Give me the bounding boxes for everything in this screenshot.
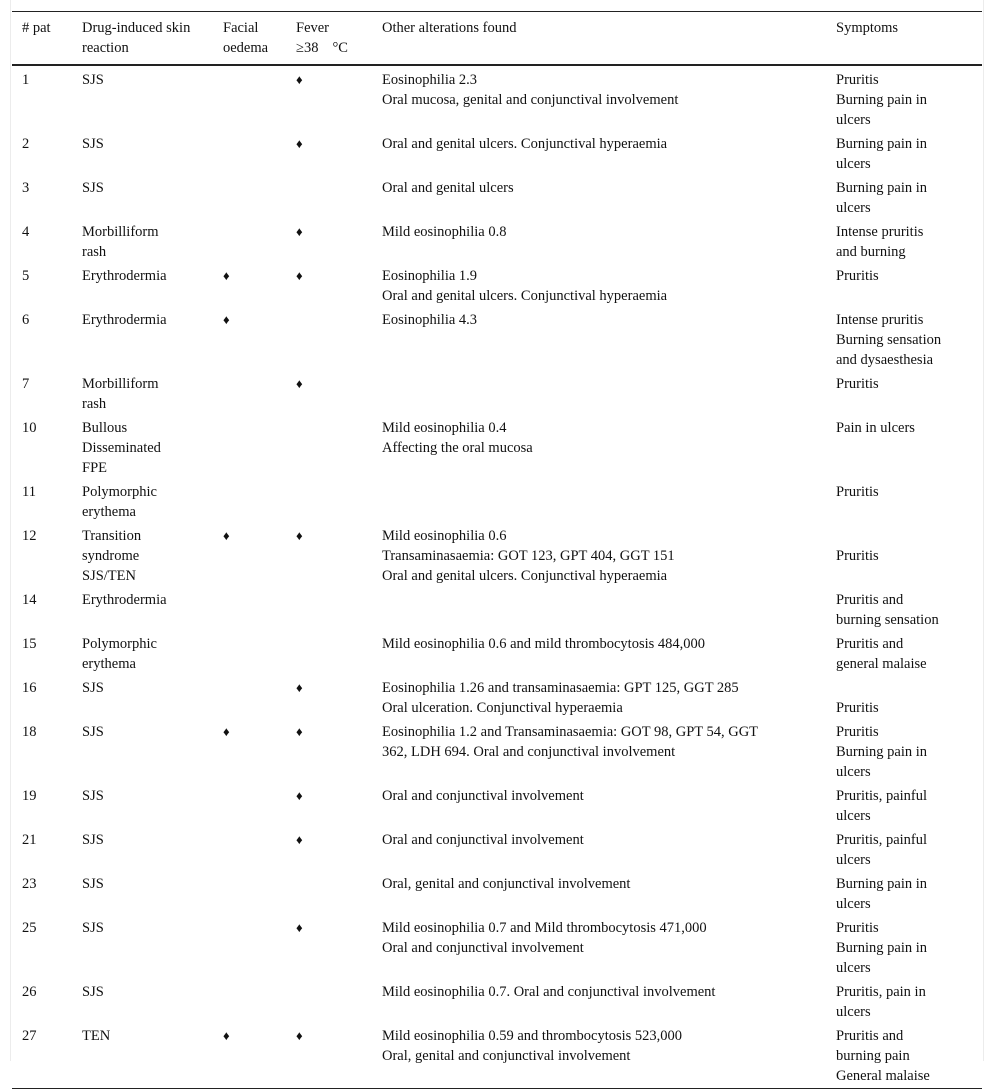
cell-patient-id [12,980,72,1024]
cell-fever [286,372,372,416]
symptom-text: Pruritis [836,484,879,500]
cell-other-alterations [372,828,826,872]
symptom-text: Burning pain in [836,940,928,956]
cell-facial-oedema [213,632,286,676]
cell-facial-oedema [213,784,286,828]
symptom-text: Burning pain in [836,180,928,196]
cell-patient-id [12,524,72,588]
cell-symptoms [826,1024,982,1089]
alteration-text: Oral, genital and conjunctival involvement [382,1048,631,1064]
patient-id: 2 [22,136,30,152]
symptom-text: Pain in ulcers [836,420,915,436]
symptom-text: burning pain [836,1048,910,1064]
symptom-text: Burning pain in [836,744,928,760]
cell-reaction [72,632,213,676]
cell-facial-oedema [213,372,286,416]
cell-patient-id [12,676,72,720]
cell-patient-id [12,372,72,416]
symptom-text: Burning pain in [836,92,928,108]
reaction-text: SJS [82,724,104,740]
cell-reaction [72,872,213,916]
cell-fever [286,872,372,916]
table-row [12,588,982,632]
symptom-text: Pruritis [836,72,879,88]
cell-facial-oedema [213,676,286,720]
cell-patient-id [12,308,72,372]
facial-oedema-marker-icon: ♦ [223,528,230,543]
facial-oedema-marker-icon: ♦ [223,724,230,739]
cell-other-alterations [372,480,826,524]
patient-id: 7 [22,376,30,392]
cell-patient-id [12,416,72,480]
cell-symptoms [826,308,982,372]
cell-facial-oedema [213,264,286,308]
cell-patient-id [12,264,72,308]
alteration-text: Mild eosinophilia 0.59 and thrombocytosis 523,000 [382,1028,683,1044]
alteration-text: Affecting the oral mucosa [382,440,533,456]
cell-facial-oedema [213,132,286,176]
symptom-text: Pruritis [836,920,879,936]
cell-other-alterations [372,220,826,264]
symptom-text: Burning pain in [836,136,928,152]
cell-patient-id [12,220,72,264]
cell-facial-oedema [213,828,286,872]
alteration-text: Oral and conjunctival involvement [382,940,584,956]
reaction-text: Erythrodermia [82,592,167,608]
reaction-text: SJS [82,680,104,696]
cell-patient-id [12,784,72,828]
header-pat: # pat [22,20,51,36]
header-facial-oedema: Facial oedema [223,20,269,56]
cell-other-alterations [372,980,826,1024]
table-row [12,720,982,784]
header-reaction: Drug-induced skin reaction [82,20,191,56]
patient-id: 15 [22,636,37,652]
reaction-text: Transition [82,528,142,544]
cell-symptoms [826,524,982,588]
cell-symptoms [826,828,982,872]
symptom-text: ulcers [836,808,871,824]
cell-facial-oedema [213,916,286,980]
cell-symptoms [826,632,982,676]
patient-id: 18 [22,724,37,740]
symptom-text: ulcers [836,200,871,216]
table-row [12,980,982,1024]
cell-other-alterations [372,264,826,308]
patient-id: 11 [22,484,36,500]
cell-patient-id [12,872,72,916]
cell-fever [286,828,372,872]
symptom-text [836,526,982,546]
symptom-text: ulcers [836,764,871,780]
cell-fever [286,416,372,480]
cell-fever [286,524,372,588]
patient-id: 4 [22,224,30,240]
symptom-text [836,678,982,698]
cell-reaction [72,308,213,372]
cell-facial-oedema [213,65,286,132]
symptom-text: general malaise [836,656,927,672]
table-row [12,872,982,916]
reaction-text: Disseminated [82,440,161,456]
alteration-text: Oral and genital ulcers. Conjunctival hyperaemia [382,288,668,304]
cell-fever [286,132,372,176]
patient-id: 1 [22,72,30,88]
cell-facial-oedema [213,416,286,480]
reaction-text: SJS [82,876,104,892]
alteration-text: Eosinophilia 4.3 [382,312,478,328]
reaction-text: erythema [82,504,136,520]
cell-reaction [72,524,213,588]
table-row [12,480,982,524]
alteration-text: Mild eosinophilia 0.6 [382,528,507,544]
cell-fever [286,632,372,676]
fever-marker-icon: ♦ [296,528,303,543]
cell-other-alterations [372,65,826,132]
patient-id: 16 [22,680,37,696]
fever-marker-icon: ♦ [296,724,303,739]
patient-id: 3 [22,180,30,196]
table-row [12,1024,982,1089]
symptom-text: burning sensation [836,612,939,628]
cell-fever [286,784,372,828]
alteration-text: Mild eosinophilia 0.4 [382,420,507,436]
patient-id: 26 [22,984,37,1000]
cell-reaction [72,372,213,416]
symptom-text: Pruritis, painful [836,832,928,848]
cell-reaction [72,676,213,720]
fever-marker-icon: ♦ [296,376,303,391]
cell-fever [286,264,372,308]
cell-patient-id [12,480,72,524]
alteration-text: Eosinophilia 1.26 and transaminasaemia: GPT 125, GGT 285 [382,680,739,696]
patient-id: 12 [22,528,37,544]
cell-reaction [72,720,213,784]
reaction-text: rash [82,244,107,260]
table-row [12,372,982,416]
cell-symptoms [826,416,982,480]
cell-fever [286,65,372,132]
cell-reaction [72,588,213,632]
cell-fever [286,980,372,1024]
symptom-text: Pruritis [836,376,879,392]
cell-symptoms [826,916,982,980]
patient-id: 10 [22,420,37,436]
cell-other-alterations [372,784,826,828]
facial-oedema-marker-icon: ♦ [223,1028,230,1043]
header-symptoms: Symptoms [836,20,899,36]
reaction-text: SJS [82,72,104,88]
cell-reaction [72,264,213,308]
table-row [12,828,982,872]
reaction-text: syndrome [82,548,140,564]
symptom-text: Pruritis [836,268,879,284]
table-row [12,632,982,676]
cell-fever [286,588,372,632]
patient-id: 25 [22,920,37,936]
fever-marker-icon: ♦ [296,224,303,239]
fever-marker-icon: ♦ [296,920,303,935]
cell-patient-id [12,720,72,784]
reaction-text: SJS [82,136,104,152]
patient-id: 5 [22,268,30,284]
symptom-text: Pruritis and [836,592,904,608]
cell-symptoms [826,980,982,1024]
cell-reaction [72,828,213,872]
table-row [12,784,982,828]
alteration-text: Oral, genital and conjunctival involvement [382,876,631,892]
header-other-alterations: Other alterations found [382,20,517,36]
patient-id: 27 [22,1028,37,1044]
table-row [12,524,982,588]
cell-fever [286,176,372,220]
symptom-text: Pruritis and [836,1028,904,1044]
cell-patient-id [12,916,72,980]
alteration-text: Mild eosinophilia 0.8 [382,224,507,240]
alteration-text: Mild eosinophilia 0.6 and mild thrombocytosis 484,000 [382,636,706,652]
reaction-text: Erythrodermia [82,312,167,328]
cell-other-alterations [372,308,826,372]
fever-marker-icon: ♦ [296,136,303,151]
cell-reaction [72,480,213,524]
reaction-text: FPE [82,460,107,476]
alteration-text: Oral and genital ulcers [382,180,514,196]
reaction-text: Polymorphic [82,636,157,652]
table-row [12,65,982,132]
reaction-text: SJS [82,788,104,804]
cell-other-alterations [372,132,826,176]
fever-marker-icon: ♦ [296,680,303,695]
symptom-text: ulcers [836,112,871,128]
alteration-text: Oral mucosa, genital and conjunctival involvement [382,92,679,108]
cell-reaction [72,784,213,828]
fever-marker-icon: ♦ [296,788,303,803]
symptom-text: Burning pain in [836,876,928,892]
cell-facial-oedema [213,980,286,1024]
cell-fever [286,720,372,784]
reaction-text: SJS [82,180,104,196]
symptom-text: ulcers [836,960,871,976]
alteration-text: Eosinophilia 1.9 [382,268,478,284]
cell-facial-oedema [213,220,286,264]
cell-symptoms [826,372,982,416]
cell-fever [286,480,372,524]
fever-marker-icon: ♦ [296,268,303,283]
cell-symptoms [826,220,982,264]
reaction-text: Erythrodermia [82,268,167,284]
cell-symptoms [826,132,982,176]
cell-patient-id [12,828,72,872]
reaction-text: Morbilliform [82,376,159,392]
symptom-text: Intense pruritis [836,224,924,240]
symptom-text: Pruritis [836,724,879,740]
cell-other-alterations [372,372,826,416]
alteration-text: Transaminasaemia: GOT 123, GPT 404, GGT 151 [382,548,675,564]
symptom-text: Pruritis [836,548,879,564]
facial-oedema-marker-icon: ♦ [223,268,230,283]
cell-other-alterations [372,916,826,980]
reaction-text: SJS [82,920,104,936]
cell-fever [286,676,372,720]
cell-symptoms [826,676,982,720]
reaction-text: erythema [82,656,136,672]
cell-fever [286,916,372,980]
cell-facial-oedema [213,308,286,372]
cell-symptoms [826,720,982,784]
cell-facial-oedema [213,524,286,588]
cell-patient-id [12,588,72,632]
patient-id: 23 [22,876,37,892]
cell-symptoms [826,480,982,524]
alteration-text: Oral ulceration. Conjunctival hyperaemia [382,700,623,716]
cell-patient-id [12,1024,72,1089]
alteration-text: Oral and genital ulcers. Conjunctival hyperaemia [382,568,668,584]
symptom-text: Pruritis, pain in [836,984,926,1000]
cell-other-alterations [372,720,826,784]
cell-other-alterations [372,176,826,220]
cell-other-alterations [372,676,826,720]
symptom-text: ulcers [836,1004,871,1020]
alteration-text: Eosinophilia 2.3 [382,72,478,88]
fever-marker-icon: ♦ [296,1028,303,1043]
cell-fever [286,220,372,264]
fever-marker-icon: ♦ [296,832,303,847]
table-row [12,176,982,220]
cell-reaction [72,916,213,980]
symptom-text: and burning [836,244,906,260]
cell-facial-oedema [213,720,286,784]
table-header-row [12,12,982,66]
alteration-text: Mild eosinophilia 0.7 and Mild thrombocytosis 471,000 [382,920,707,936]
cell-reaction [72,220,213,264]
cell-symptoms [826,588,982,632]
patient-id: 19 [22,788,37,804]
cell-other-alterations [372,416,826,480]
alteration-text: 362, LDH 694. Oral and conjunctival involvement [382,744,676,760]
reaction-text: SJS/TEN [82,568,136,584]
patient-id: 14 [22,592,37,608]
cell-other-alterations [372,588,826,632]
table-row [12,264,982,308]
cell-other-alterations [372,524,826,588]
symptom-text: General malaise [836,1068,930,1084]
cell-reaction [72,65,213,132]
reaction-text: Morbilliform [82,224,159,240]
reaction-text: rash [82,396,107,412]
cell-patient-id [12,65,72,132]
symptom-text: and dysaesthesia [836,352,934,368]
patient-id: 6 [22,312,30,328]
cell-patient-id [12,176,72,220]
table-row [12,676,982,720]
cell-symptoms [826,176,982,220]
cell-reaction [72,132,213,176]
cell-other-alterations [372,632,826,676]
alteration-text: Oral and genital ulcers. Conjunctival hyperaemia [382,136,668,152]
reaction-text: TEN [82,1028,111,1044]
cell-symptoms [826,872,982,916]
cell-facial-oedema [213,588,286,632]
symptom-text: ulcers [836,156,871,172]
reaction-text: SJS [82,984,104,1000]
cell-reaction [72,416,213,480]
cell-fever [286,308,372,372]
symptom-text: ulcers [836,852,871,868]
cell-symptoms [826,784,982,828]
drug-reaction-table [12,11,982,1089]
alteration-text: Eosinophilia 1.2 and Transaminasaemia: GOT 98, GPT 54, GGT [382,724,759,740]
cell-facial-oedema [213,872,286,916]
reaction-text: SJS [82,832,104,848]
symptom-text: Pruritis and [836,636,904,652]
cell-other-alterations [372,872,826,916]
table-row [12,308,982,372]
cell-reaction [72,176,213,220]
fever-marker-icon: ♦ [296,72,303,87]
patient-id: 21 [22,832,37,848]
symptom-text: ulcers [836,896,871,912]
cell-facial-oedema [213,176,286,220]
cell-symptoms [826,264,982,308]
symptom-text: Intense pruritis [836,312,924,328]
cell-fever [286,1024,372,1089]
reaction-text: Bullous [82,420,128,436]
alteration-text: Mild eosinophilia 0.7. Oral and conjunctival involvement [382,984,716,1000]
cell-symptoms [826,65,982,132]
cell-patient-id [12,132,72,176]
cell-other-alterations [372,1024,826,1089]
symptom-text: Pruritis [836,700,879,716]
reaction-text: Polymorphic [82,484,157,500]
alteration-text: Oral and conjunctival involvement [382,788,584,804]
cell-facial-oedema [213,480,286,524]
table-row [12,132,982,176]
table-row [12,416,982,480]
alteration-text: Oral and conjunctival involvement [382,832,584,848]
cell-reaction [72,980,213,1024]
cell-facial-oedema [213,1024,286,1089]
table-row [12,916,982,980]
cell-patient-id [12,632,72,676]
facial-oedema-marker-icon: ♦ [223,312,230,327]
table-row [12,220,982,264]
cell-reaction [72,1024,213,1089]
table-container [10,0,984,1084]
header-fever: Fever ≥38 °C [296,20,348,56]
symptom-text: Burning sensation [836,332,942,348]
symptom-text: Pruritis, painful [836,788,928,804]
